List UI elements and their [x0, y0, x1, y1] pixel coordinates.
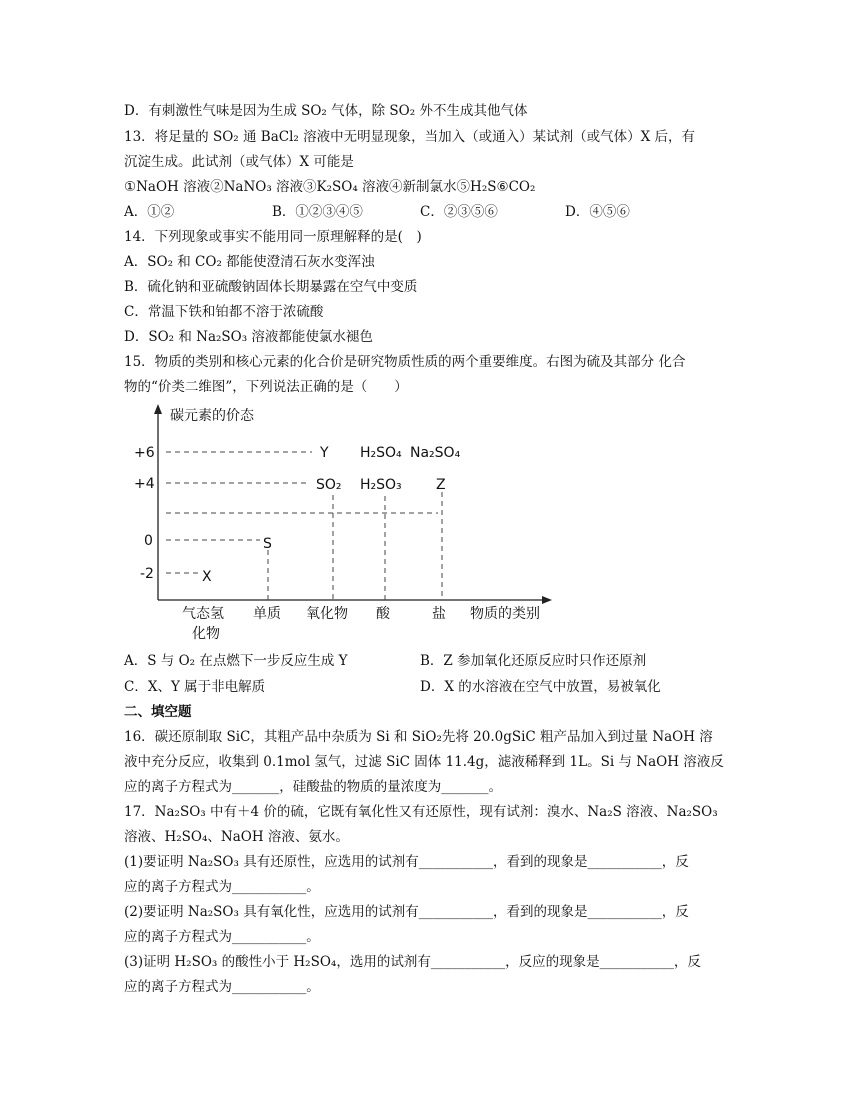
point-x: X	[202, 569, 212, 585]
q16-line3: 应的离子方程式为_______，硅酸盐的物质的量浓度为_______。	[124, 779, 502, 795]
x-cat-hydride-1: 气态氢	[182, 606, 224, 622]
q17-part3-line2: 应的离子方程式为___________。	[124, 979, 320, 995]
q16-line1: 16．碳还原制取 SiC，其粗产品中杂质为 Si 和 SiO₂先将 20.0gSiC 粗产品加入到过量 NaOH 溶	[124, 729, 713, 745]
y-tick-minus2: -2	[140, 566, 154, 582]
y-tick-plus6: +6	[134, 445, 155, 461]
q15-option-c: C．X、Y 属于非电解质	[124, 679, 266, 695]
x-axis-arrow	[542, 596, 552, 604]
q13-stem-line1: 13．将足量的 SO₂ 通 BaCl₂ 溶液中无明显现象，当加入（或通入）某试剂（或气体）X 后，有	[124, 129, 696, 145]
q13-stem-line2: 沉淀生成。此试剂（或气体）X 可能是	[124, 154, 354, 170]
x-cat-hydride-2: 化物	[192, 626, 220, 642]
q14-option-d: D．SO₂ 和 Na₂SO₃ 溶液都能使氯水褪色	[124, 329, 373, 345]
q13-option-a: A．①②	[124, 204, 175, 220]
q14-stem: 14．下列现象或事实不能用同一原理解释的是( )	[124, 229, 422, 245]
y-tick-plus4: +4	[134, 476, 155, 492]
q17-part3-line1: (3)证明 H₂SO₃ 的酸性小于 H₂SO₄，选用的试剂有___________，反应的现象是___________，反	[124, 954, 701, 970]
q14-option-b: B．硫化钠和亚硫酸钠固体长期暴露在空气中变质	[124, 279, 418, 295]
q15-option-a: A．S 与 O₂ 在点燃下一步反应生成 Y	[124, 653, 348, 669]
valence-class-diagram	[120, 400, 580, 645]
y-axis-label: 碳元素的价态	[170, 408, 254, 424]
point-z: Z	[436, 477, 446, 493]
point-na2so4: Na₂SO₄	[410, 445, 461, 461]
x-cat-element: 单质	[253, 606, 281, 622]
q16-line2: 液中充分反应，收集到 0.1mol 氢气，过滤 SiC 固体 11.4g，滤液稀释到 1L。Si 与 NaOH 溶液反	[124, 754, 724, 770]
x-cat-acid: 酸	[376, 606, 390, 622]
x-axis-label: 物质的类别	[470, 606, 540, 622]
q13-reagent-list: ①NaOH 溶液②NaNO₃ 溶液③K₂SO₄ 溶液④新制氯水⑤H₂S⑥CO₂	[124, 179, 536, 195]
q15-stem-line2: 物的“价类二维图”，下列说法正确的是（ ）	[124, 379, 408, 395]
q17-part1-line2: 应的离子方程式为___________。	[124, 879, 320, 895]
q17-part2-line1: (2)要证明 Na₂SO₃ 具有氧化性，应选用的试剂有___________，看到的现象是___________，反	[124, 904, 689, 920]
q14-option-a: A．SO₂ 和 CO₂ 都能使澄清石灰水变浑浊	[124, 254, 375, 270]
q14-option-c: C．常温下铁和铂都不溶于浓硫酸	[124, 304, 324, 320]
x-cat-salt: 盐	[432, 606, 446, 622]
point-y: Y	[320, 445, 329, 461]
q13-option-c: C．②③⑤⑥	[420, 204, 498, 220]
q17-line2: 溶液、H₂SO₄、NaOH 溶液、氨水。	[124, 829, 349, 845]
point-h2so3: H₂SO₃	[360, 477, 402, 493]
q17-part2-line2: 应的离子方程式为___________。	[124, 929, 320, 945]
section-title: 二、填空题	[124, 704, 192, 720]
q15-option-b: B．Z 参加氧化还原反应时只作还原剂	[420, 653, 647, 669]
q17-part1-line1: (1)要证明 Na₂SO₃ 具有还原性，应选用的试剂有___________，看到的现象是___________，反	[124, 854, 689, 870]
y-axis-arrow	[154, 404, 162, 414]
point-s: S	[263, 536, 272, 552]
point-so2: SO₂	[316, 477, 342, 493]
q17-line1: 17．Na₂SO₃ 中有＋4 价的硫，它既有氧化性又有还原性，现有试剂：溴水、Na₂S 溶液、Na₂SO₃	[124, 804, 718, 820]
q13-option-d: D．④⑤⑥	[565, 204, 630, 220]
x-cat-oxide: 氧化物	[306, 606, 348, 622]
q12-option-d: D．有刺激性气味是因为生成 SO₂ 气体，除 SO₂ 外不生成其他气体	[124, 103, 528, 119]
point-h2so4: H₂SO₄	[360, 445, 402, 461]
q15-stem-line1: 15．物质的类别和核心元素的化合价是研究物质性质的两个重要维度。右图为硫及其部分 化合	[124, 354, 686, 370]
q15-option-d: D．X 的水溶液在空气中放置，易被氧化	[420, 679, 661, 695]
q13-option-b: B．①②③④⑤	[272, 204, 363, 220]
y-tick-zero: 0	[144, 533, 153, 549]
